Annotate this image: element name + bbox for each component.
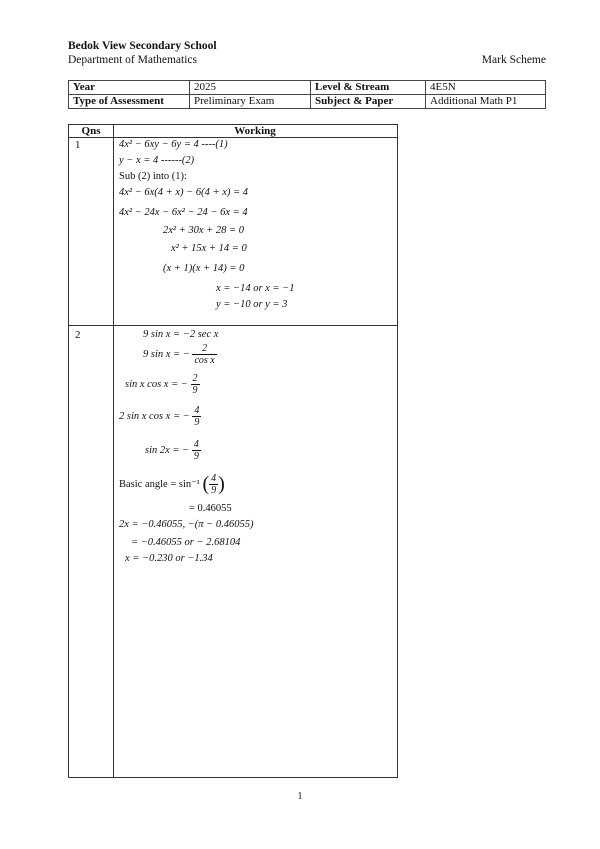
q2-line-5 — [145, 439, 201, 462]
school-name: Bedok View Secondary School — [68, 40, 217, 52]
q2-line-2-numerator: 2 — [192, 343, 216, 355]
q1-line-4: 4x² − 6x(4 + x) − 6(4 + x) = 4 — [119, 187, 248, 198]
department-name: Department of Mathematics — [68, 54, 198, 66]
q2-line-3-fraction — [191, 373, 200, 396]
assessment-label: Type of Assessment — [69, 95, 190, 109]
q2-line-5-numerator: 4 — [193, 439, 199, 450]
row-divider — [69, 325, 397, 326]
assessment-value: Preliminary Exam — [190, 95, 311, 109]
q2-line-4 — [119, 405, 201, 428]
q1-line-1: 4x² − 6xy − 6y = 4 ----(1) — [119, 139, 228, 150]
question-1-number: 1 — [75, 139, 81, 151]
q2-line-2-fraction — [192, 343, 216, 366]
q2-line-4-denominator: 9 — [194, 417, 200, 428]
q1-line-7: x² + 15x + 14 = 0 — [171, 243, 247, 254]
q2-line-2 — [143, 343, 217, 366]
q1-line-8: (x + 1)(x + 14) = 0 — [163, 263, 245, 274]
subject-label: Subject & Paper — [311, 95, 426, 109]
q2-line-6: Basic angle = sin⁻¹ ( $\frac{4}{9}$ ) — [119, 473, 225, 496]
q1-line-6: 2x² + 30x + 28 = 0 — [163, 225, 244, 236]
q2-line-3 — [125, 373, 200, 396]
q1-line-5: 4x² − 24x − 6x² − 24 − 6x = 4 — [119, 207, 248, 218]
q2-line-5-denominator: 9 — [193, 451, 199, 462]
working-table — [68, 124, 398, 778]
working-table-header — [69, 125, 397, 138]
q2-line-4-fraction — [192, 405, 201, 428]
q2-line-2-lhs: 9 sin x = − — [143, 348, 190, 360]
q2-line-4-numerator: 4 — [194, 405, 200, 416]
q2-line-6-fraction — [209, 473, 218, 496]
q2-line-4-lhs: 2 sin x cos x = − — [119, 410, 190, 422]
q1-line-2: y − x = 4 ------(2) — [119, 155, 195, 166]
level-value: 4E5N — [426, 81, 546, 95]
q2-line-5-lhs: sin 2x = − — [145, 444, 190, 456]
q2-line-9: = −0.46055 or − 2.68104 — [131, 537, 241, 548]
q2-line-6-lhs: Basic angle = sin⁻¹ — [119, 478, 200, 490]
q2-line-3-numerator: 2 — [192, 373, 198, 384]
q2-line-5-fraction — [192, 439, 201, 462]
info-table — [68, 80, 546, 109]
year-label: Year — [69, 81, 190, 95]
year-value: 2025 — [190, 81, 311, 95]
question-2-number: 2 — [75, 329, 81, 341]
q2-line-7: = 0.46055 — [189, 503, 232, 514]
q2-line-6-numerator: 4 — [211, 473, 217, 484]
q2-line-1: 9 sin x = −2 sec x — [143, 329, 219, 340]
document-type: Mark Scheme — [481, 54, 546, 66]
q1-line-3: Sub (2) into (1): — [119, 171, 187, 182]
page-number: 1 — [297, 791, 303, 802]
q2-line-3-lhs: sin x cos x = − — [125, 378, 188, 390]
q2-line-6-denominator: 9 — [211, 485, 217, 496]
working-header: Working — [234, 125, 276, 137]
q1-line-9: x = −14 or x = −1 — [216, 283, 295, 294]
q1-line-10: y = −10 or y = 3 — [216, 299, 288, 310]
subject-value: Additional Math P1 — [426, 95, 546, 109]
q2-line-2-denominator: cos x — [194, 355, 215, 366]
q2-line-3-denominator: 9 — [192, 385, 198, 396]
level-label: Level & Stream — [311, 81, 426, 95]
column-divider — [113, 125, 114, 777]
q2-line-8: 2x = −0.46055, −(π − 0.46055) — [119, 519, 254, 530]
qns-header: Qns — [81, 125, 101, 137]
q2-line-10: x = −0.230 or −1.34 — [125, 553, 213, 564]
